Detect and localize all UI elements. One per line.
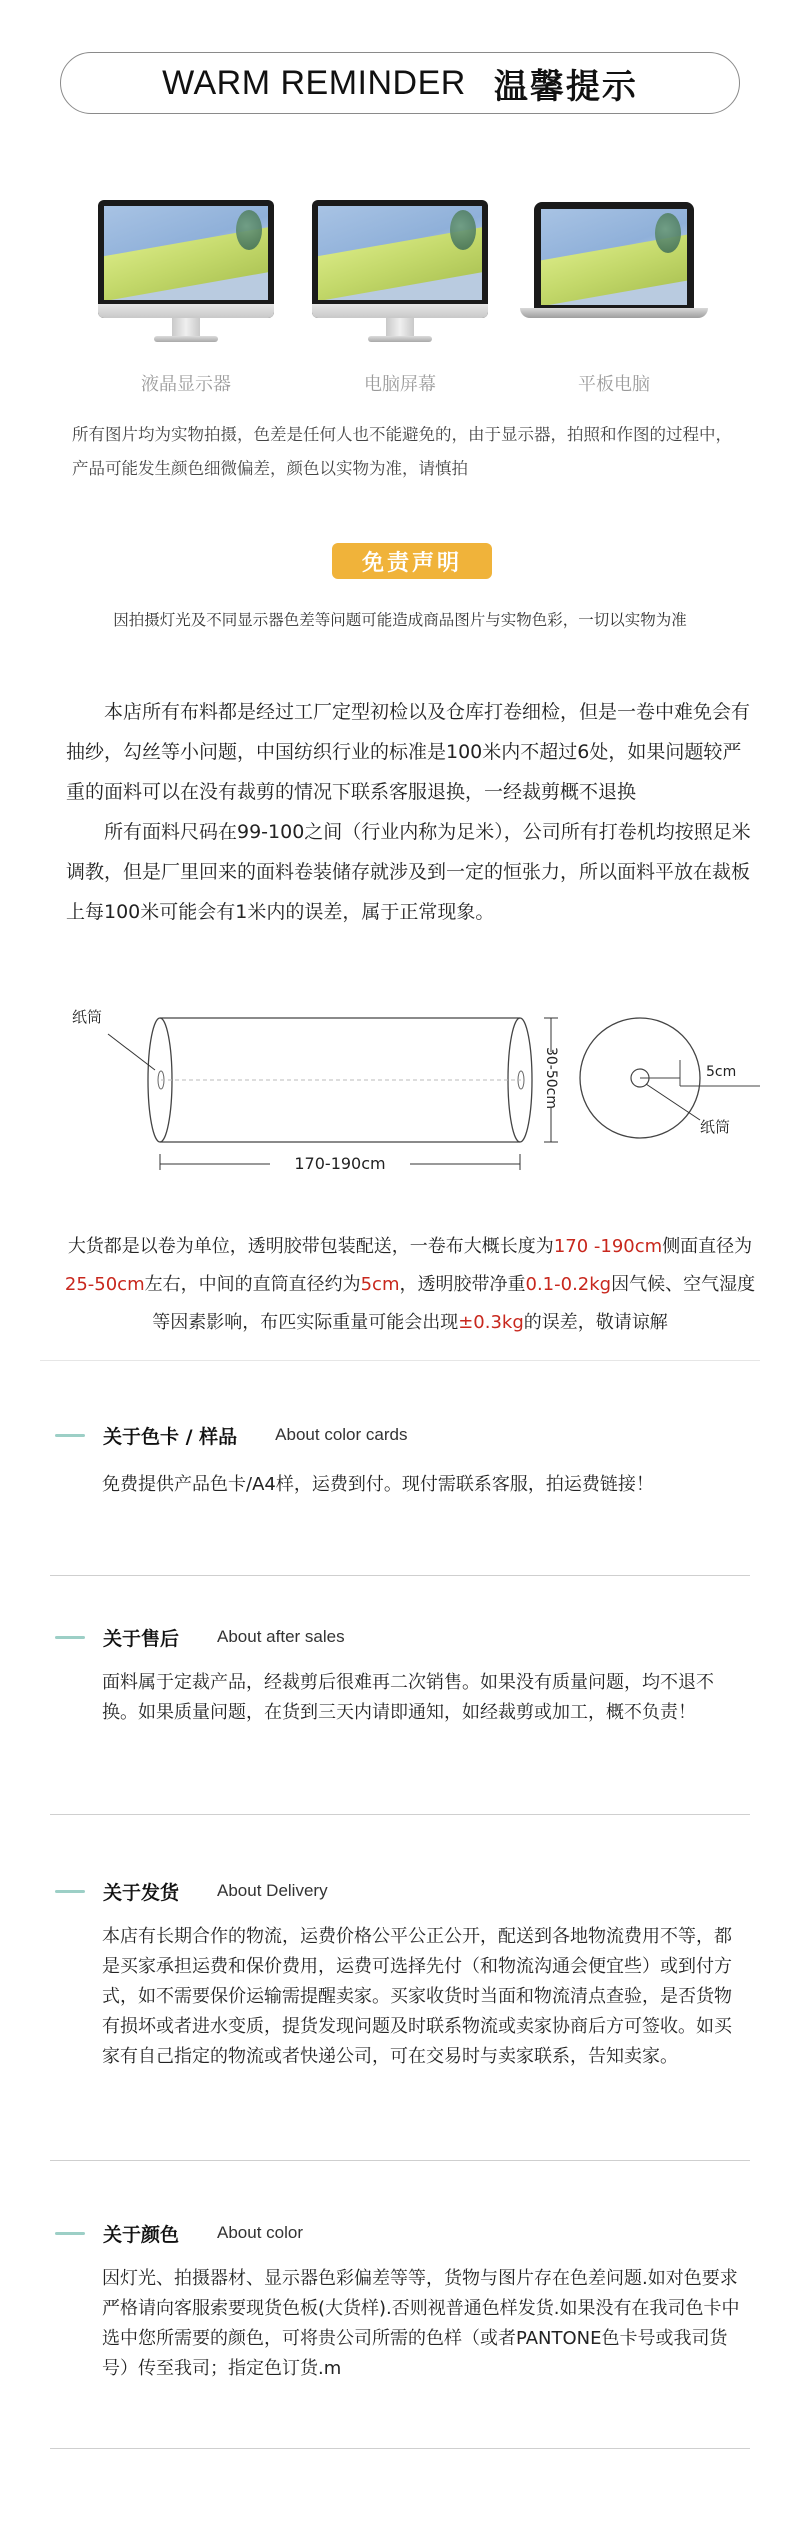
section-delivery-body: 本店有长期合作的物流，运费价格公平公正公开，配送到各地物流费用不等，都是买家承担运费和保价费用，运费可选择先付（和物流沟通会便宜些）或到付方式，如不需要保价运输需提醒卖家。买家收货时当面和物流清点查验，是否货物有损坏或者进水变质，提货发现问题及时联系物流或卖家协商后方可签收。如买家有自己指定的物流或者快递公司，可在交易时与卖家联系，告知卖家。 (102, 1926, 732, 2067)
device-desktop (300, 190, 500, 400)
info-text-4: ，透明胶带净重 (399, 1274, 526, 1295)
device-label-lcd: 液晶显示器 (141, 374, 231, 395)
section-title-cn: 关于颜色 (103, 2223, 180, 2246)
core-label: 5cm (706, 1064, 737, 1080)
section-dash-icon (55, 1636, 85, 1639)
measurement-paragraph: 所有面料尺码在99-100之间（行业内称为足米），公司所有打卷机均按照足米调教，但是厂里回来的面料卷装储存就涉及到一定的恒张力，所以面料平放在裁板上每100米可能会有1米内的误差，属于正常现象。 (66, 821, 751, 923)
title-banner (60, 52, 740, 114)
section-after-sales-header (55, 1622, 345, 1652)
section-title-en: About color cards (275, 1425, 408, 1444)
section-color-cards-body: 免费提供产品色卡/A4样，运费到付。现付需联系客服，拍运费链接！ (102, 1474, 654, 1495)
title-english: WARM REMINDER (162, 63, 466, 102)
disclaimer-text: 因拍摄灯光及不同显示器色差等问题可能造成商品图片与实物色彩，一切以实物为准 (113, 611, 687, 629)
section-title-cn: 关于色卡 / 样品 (103, 1425, 238, 1448)
quality-paragraph: 本店所有布料都是经过工厂定型初检以及仓库打卷细检，但是一卷中难免会有抽纱，勾丝等小问题，中国纺织行业的标准是100米内不超过6处，如果问题较严重的面料可以在没有裁剪的情况下联系客服退换，一经裁剪概不退换 (66, 701, 751, 803)
device-laptop (514, 190, 714, 400)
title-chinese: 温馨提示 (493, 66, 638, 107)
info-text-5: 因气候、空气湿度等因素影响，布匹实际重量可能会出现 (152, 1274, 756, 1333)
info-weight-tolerance: ±0.3kg (458, 1312, 524, 1333)
length-label: 170-190cm (294, 1154, 386, 1173)
info-tape-weight: 0.1-0.2kg (525, 1274, 612, 1295)
disclaimer-badge: 免责声明 (332, 543, 492, 579)
divider-4 (50, 2448, 750, 2449)
device-label-desktop: 电脑屏幕 (364, 374, 436, 395)
roll-diagram-svg (60, 990, 760, 1190)
tube-label-left: 纸筒 (72, 1008, 103, 1026)
device-row (0, 190, 800, 400)
section-delivery-header (55, 1876, 328, 1906)
divider-1 (50, 1575, 750, 1576)
info-text-2: 侧面直径为 (662, 1236, 753, 1257)
info-text-1: 大货都是以卷为单位，透明胶带包装配送，一卷布大概长度为 (67, 1236, 554, 1257)
tube-label-right: 纸筒 (700, 1118, 731, 1136)
section-title-en: About after sales (217, 1627, 345, 1646)
section-dash-icon (55, 1434, 85, 1437)
divider-3 (50, 2160, 750, 2161)
divider-top (40, 1360, 760, 1361)
section-title-en: About color (217, 2223, 304, 2242)
section-title-cn: 关于发货 (103, 1881, 180, 1904)
divider-2 (50, 1814, 750, 1815)
laptop-icon (534, 202, 694, 308)
section-dash-icon (55, 2232, 85, 2235)
intro-text: 所有图片均为实物拍摄，色差是任何人也不能避免的，由于显示器，拍照和作图的过程中，产品可能发生颜色细微偏差，颜色以实物为准，请慎拍 (72, 425, 732, 478)
info-text-6: 的误差，敬请谅解 (523, 1312, 668, 1333)
shipping-info (60, 1228, 760, 1342)
info-core-diameter: 5cm (360, 1274, 400, 1295)
section-color-cards-header (55, 1420, 407, 1450)
section-title-en: About Delivery (217, 1881, 328, 1900)
section-title-cn: 关于售后 (103, 1627, 180, 1650)
fabric-roll-diagram (60, 990, 760, 1190)
diameter-label: 30-50cm (543, 1046, 559, 1109)
device-label-tablet: 平板电脑 (578, 374, 650, 395)
section-after-sales-body: 面料属于定裁产品，经裁剪后很难再二次销售。如果没有质量问题，均不退不换。如果质量问题，在货到三天内请即通知，如经裁剪或加工，概不负责！ (102, 1672, 714, 1723)
desktop-monitor-icon (312, 200, 488, 318)
section-color-header (55, 2218, 303, 2248)
section-dash-icon (55, 1890, 85, 1893)
imac-monitor-icon (98, 200, 274, 318)
info-roll-length: 170 -190cm (553, 1236, 663, 1257)
device-imac (86, 190, 286, 400)
section-color-body: 因灯光、拍摄器材、显示器色彩偏差等等，货物与图片存在色差问题.如对色要求严格请向客服索要现货色板(大货样).否则视普通色样发货.如果没有在我司色卡中选中您所需要的颜色，可将贵公司所需的色样（或者PANTONE色卡号或我司货号）传至我司；指定色订货.m (102, 2268, 740, 2379)
info-roll-diameter: 25-50cm (64, 1274, 145, 1295)
info-text-3: 左右，中间的直筒直径约为 (144, 1274, 361, 1295)
